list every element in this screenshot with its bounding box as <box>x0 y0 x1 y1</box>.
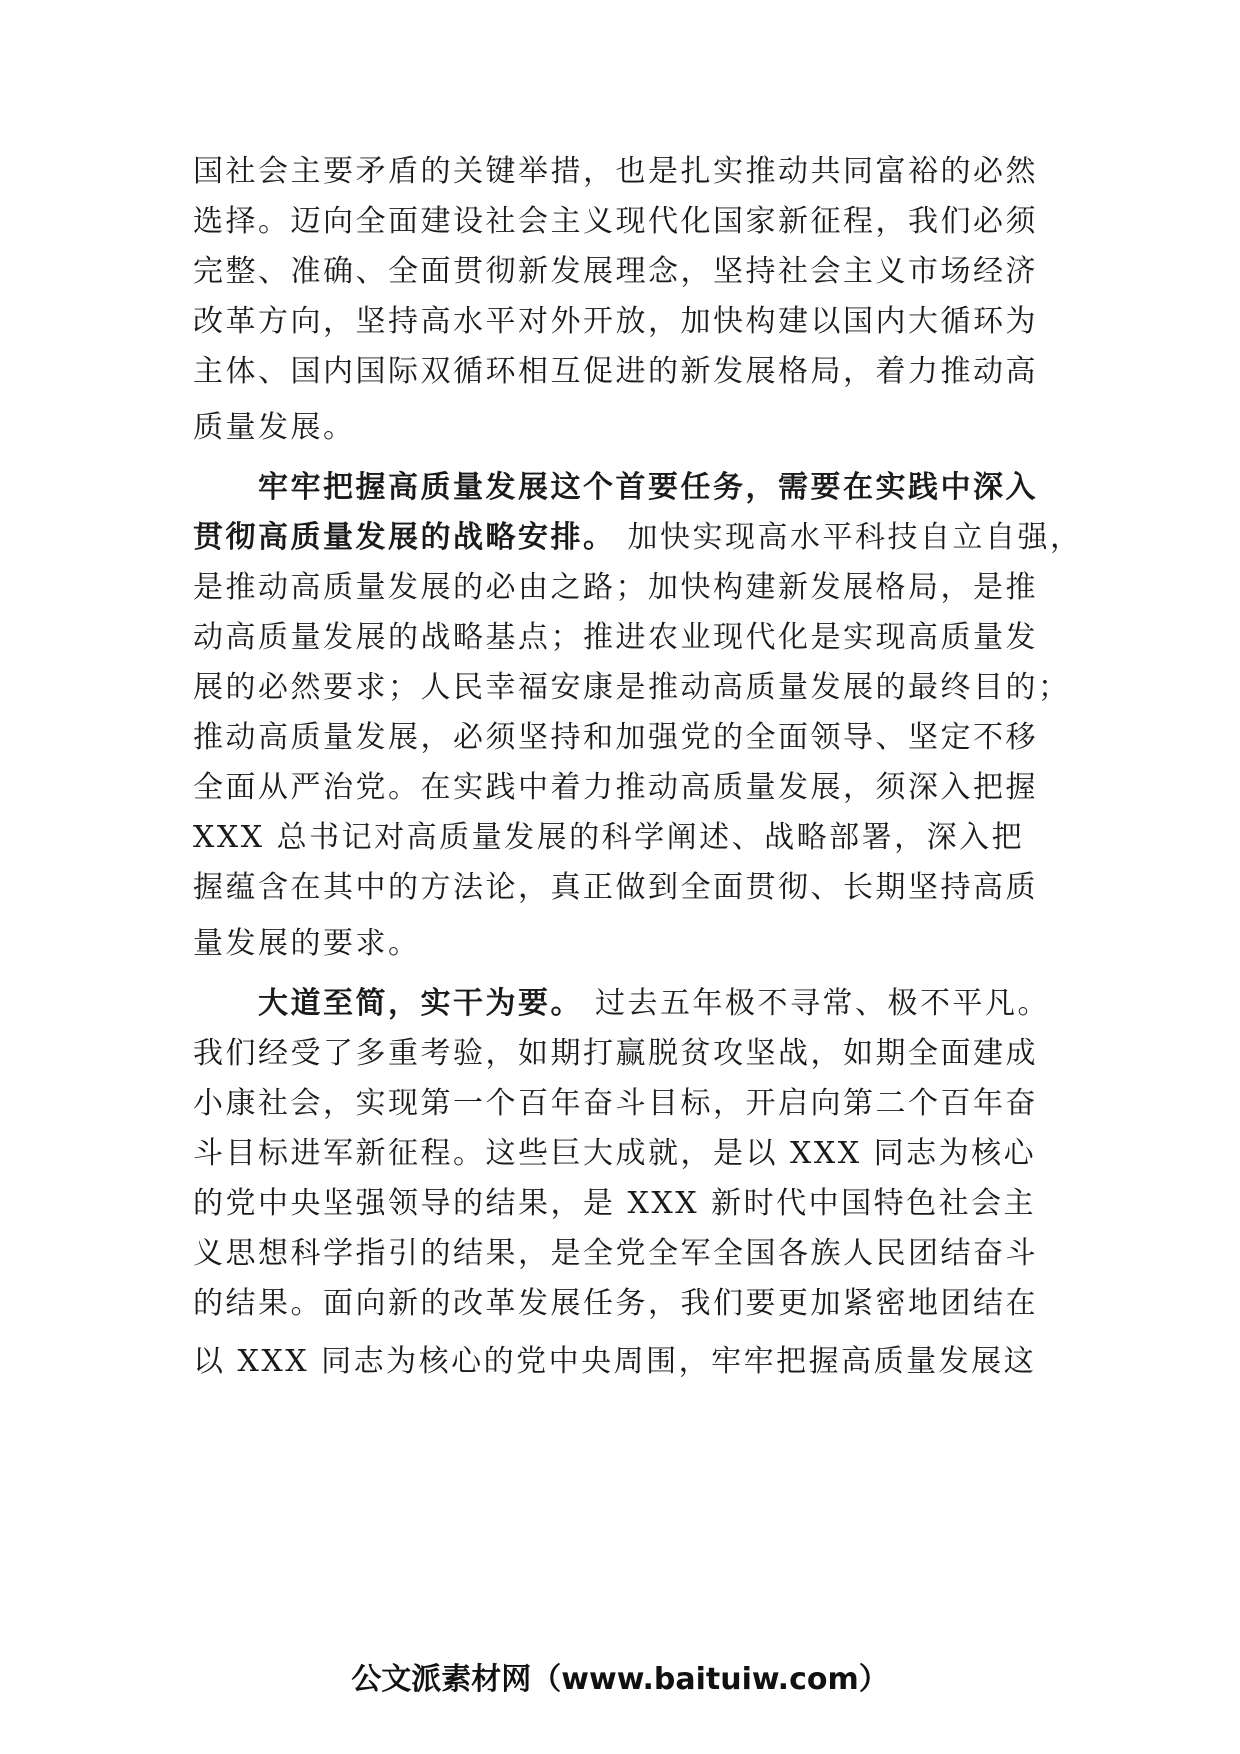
body-text-inline: 加快实现高水平科技自立自强， <box>615 520 1083 555</box>
body-text-line: 质量发展。 <box>193 410 356 445</box>
section-heading-continued: 贯彻高质量发展的战略安排。 <box>193 520 616 555</box>
body-text-line: 义思想科学指引的结果，是全党全军全国各族人民团结奋斗 <box>193 1236 1038 1271</box>
body-text-line: 主体、国内国际双循环相互促进的新发展格局，着力推动高 <box>193 354 1038 389</box>
body-text-line <box>193 518 1083 558</box>
body-text-line: 小康社会，实现第一个百年奋斗目标，开启向第二个百年奋 <box>193 1086 1038 1121</box>
section-heading: 大道至简，实干为要。 <box>258 986 583 1021</box>
body-text-line: 我们经受了多重考验，如期打赢脱贫攻坚战，如期全面建成 <box>193 1036 1038 1071</box>
body-text-line: 动高质量发展的战略基点；推进农业现代化是实现高质量发 <box>193 620 1038 655</box>
body-text-inline: 过去五年极不寻常、极不平凡。 <box>583 986 1051 1021</box>
body-text-line: 改革方向，坚持高水平对外开放，加快构建以国内大循环为 <box>193 304 1038 339</box>
body-text-line: 握蕴含在其中的方法论，真正做到全面贯彻、长期坚持高质 <box>193 870 1038 905</box>
page-footer: 公文派素材网（www.baituiw.com） <box>351 1662 889 1697</box>
body-text-line <box>258 984 1050 1024</box>
body-text-line: 斗目标进军新征程。这些巨大成就，是以 XXX 同志为核心 <box>193 1136 1037 1171</box>
body-text-line: 量发展的要求。 <box>193 926 421 961</box>
body-text-line: 国社会主要矛盾的关键举措，也是扎实推动共同富裕的必然 <box>193 154 1038 189</box>
section-heading: 牢牢把握高质量发展这个首要任务，需要在实践中深入 <box>258 470 1038 505</box>
body-text-line: 的结果。面向新的改革发展任务，我们要更加紧密地团结在 <box>193 1286 1038 1321</box>
body-text-line: 推动高质量发展，必须坚持和加强党的全面领导、坚定不移 <box>193 720 1038 755</box>
body-text-line: 是推动高质量发展的必由之路；加快构建新发展格局，是推 <box>193 570 1038 605</box>
body-text-line: 展的必然要求；人民幸福安康是推动高质量发展的最终目的； <box>193 670 1071 705</box>
body-text-line: 选择。迈向全面建设社会主义现代化国家新征程，我们必须 <box>193 204 1038 239</box>
body-text-line: 的党中央坚强领导的结果，是 XXX 新时代中国特色社会主 <box>193 1186 1037 1221</box>
body-text-line: XXX 总书记对高质量发展的科学阐述、战略部署，深入把 <box>193 820 1025 855</box>
body-text-line: 全面从严治党。在实践中着力推动高质量发展，须深入把握 <box>193 770 1038 805</box>
body-text-line: 完整、准确、全面贯彻新发展理念，坚持社会主义市场经济 <box>193 254 1038 289</box>
body-text-line: 以 XXX 同志为核心的党中央周围，牢牢把握高质量发展这 <box>193 1344 1037 1379</box>
